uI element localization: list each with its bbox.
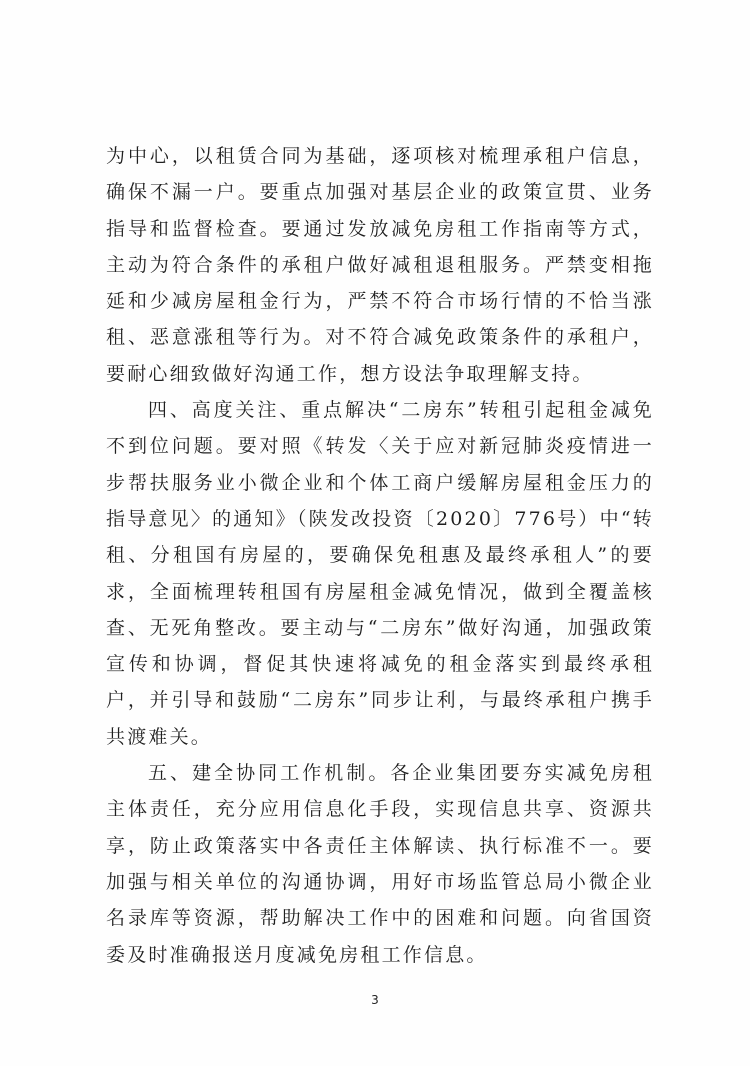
paragraph-continued: 为中心，以租赁合同为基础，逐项核对梳理承租户信息，确保不漏一户。要重点加强对基层企业的政策宣贯、业务指导和监督检查。要通过发放减免房租工作指南等方式，主动为符合条件的承租户做好减租退租服务。严禁变相拖延和少减房屋租金行为，严禁不符合市场行情的不恰当涨租、恶意涨租等行为。对不符合减免政策条件的承租户，要耐心细致做好沟通工作，想方设法争取理解支持。: [106, 145, 654, 385]
paragraph-section-five: 五、建全协同工作机制。各企业集团要夯实减免房租主体责任，充分应用信息化手段，实现信息共享、资源共享，防止政策落实中各责任主体解读、执行标准不一。要加强与相关单位的沟通协调，用好市场监管总局小微企业名录库等资源，帮助解决工作中的困难和问题。向省国资委及时准确报送月度减免房租工作信息。: [106, 762, 654, 966]
body-text: [106, 138, 654, 973]
page-number: 3: [371, 993, 379, 1007]
paragraph-section-four: 四、高度关注、重点解决“二房东”转租引起租金减免不到位问题。要对照《转发〈关于应对新冠肺炎疫情进一步帮扶服务业小微企业和个体工商户缓解房屋租金压力的指导意见〉的通知》（陕发改投资〔2020〕776号）中“转租、分租国有房屋的，要确保免租惠及最终承租人”的要求，全面梳理转租国有房屋租金减免情况，做到全覆盖核查、无死角整改。要主动与“二房东”做好沟通，加强政策宣传和协调，督促其快速将减免的租金落实到最终承租户，并引导和鼓励“二房东”同步让利，与最终承租户携手共渡难关。: [106, 399, 654, 748]
